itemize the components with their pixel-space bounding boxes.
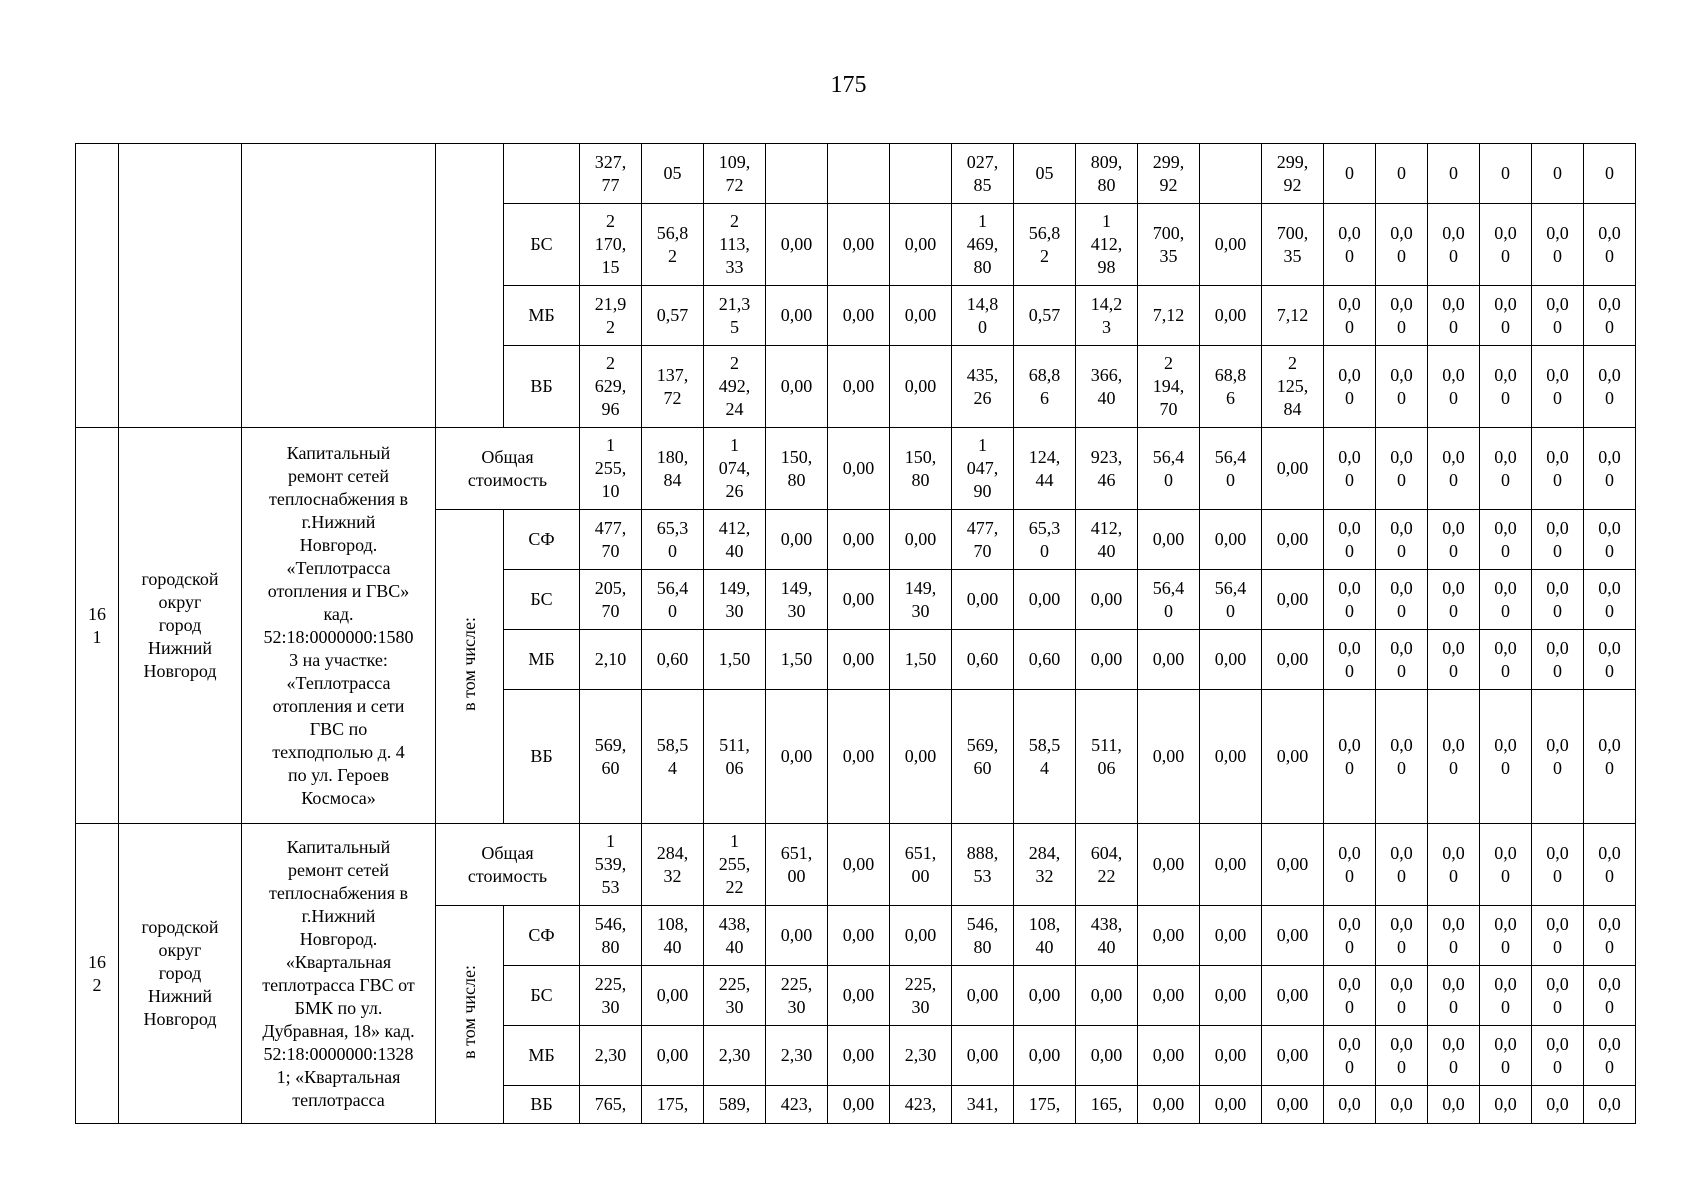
object-name-cell [242, 144, 436, 428]
value-cell: 0,0 0 [1324, 286, 1376, 346]
value-cell: 0,0 0 [1428, 428, 1480, 510]
item-number-cell [76, 144, 119, 428]
value-cell: 1 539, 53 [580, 824, 642, 906]
value-cell: 477, 70 [580, 510, 642, 570]
value-cell: 0,0 0 [1584, 204, 1636, 286]
value-cell: 0,0 0 [1376, 630, 1428, 690]
value-cell: 435, 26 [952, 346, 1014, 428]
source-label: МБ [504, 286, 580, 346]
value-cell: 0,00 [1138, 510, 1200, 570]
value-cell: 56,4 0 [1200, 428, 1262, 510]
value-cell: 225, 30 [580, 966, 642, 1026]
value-cell: 0,00 [828, 286, 890, 346]
value-cell: 0,00 [1262, 966, 1324, 1026]
value-cell: 0,0 0 [1584, 824, 1636, 906]
value-cell: 0,0 0 [1324, 966, 1376, 1026]
value-cell: 0,00 [1076, 1026, 1138, 1086]
value-cell: 412, 40 [1076, 510, 1138, 570]
value-cell: 0,00 [766, 690, 828, 824]
value-cell: 0,0 0 [1584, 630, 1636, 690]
value-cell: 0,00 [952, 1026, 1014, 1086]
value-cell: 0,00 [890, 346, 952, 428]
value-cell: 2,30 [766, 1026, 828, 1086]
value-cell: 21,9 2 [580, 286, 642, 346]
value-cell: 0,00 [1138, 630, 1200, 690]
value-cell: 0,00 [1076, 966, 1138, 1026]
value-cell: 108, 40 [642, 906, 704, 966]
value-cell: 341, [952, 1086, 1014, 1124]
value-cell: 1,50 [890, 630, 952, 690]
value-cell: 299, 92 [1262, 144, 1324, 204]
value-cell: 0,00 [1200, 966, 1262, 1026]
value-cell: 0,0 0 [1324, 1026, 1376, 1086]
table-row [76, 428, 1636, 510]
item-number: 16 1 [76, 428, 119, 824]
value-cell: 0 [1428, 144, 1480, 204]
source-label: СФ [504, 906, 580, 966]
value-cell: 0,0 0 [1480, 570, 1532, 630]
including-label: в том числе: [459, 616, 479, 711]
value-cell: 2,30 [704, 1026, 766, 1086]
including-label: в том числе: [459, 964, 479, 1059]
value-cell: 0,0 0 [1324, 906, 1376, 966]
value-cell: 546, 80 [580, 906, 642, 966]
including-cell [436, 144, 504, 428]
value-cell: 0,0 0 [1584, 690, 1636, 824]
value-cell: 150, 80 [766, 428, 828, 510]
value-cell: 0,00 [828, 1086, 890, 1124]
value-cell: 65,3 0 [1014, 510, 1076, 570]
value-cell: 0 [1324, 144, 1376, 204]
value-cell: 1 074, 26 [704, 428, 766, 510]
value-cell: 0,00 [766, 204, 828, 286]
value-cell: 0,00 [1262, 630, 1324, 690]
value-cell: 0,0 0 [1584, 570, 1636, 630]
value-cell: 0,0 0 [1480, 906, 1532, 966]
item-number: 16 2 [76, 824, 119, 1124]
value-cell [766, 144, 828, 204]
municipality: городской округ город Нижний Новгород [119, 428, 242, 824]
value-cell: 56,8 2 [642, 204, 704, 286]
value-cell: 56,4 0 [1200, 570, 1262, 630]
source-label: БС [504, 570, 580, 630]
value-cell: 109, 72 [704, 144, 766, 204]
value-cell: 0 [1584, 144, 1636, 204]
value-cell: 0,00 [828, 510, 890, 570]
value-cell: 0,0 0 [1532, 690, 1584, 824]
table-row [76, 144, 1636, 204]
value-cell: 0,60 [1014, 630, 1076, 690]
value-cell: 0,0 0 [1324, 346, 1376, 428]
value-cell: 2 492, 24 [704, 346, 766, 428]
value-cell: 0,0 0 [1532, 966, 1584, 1026]
value-cell: 0,00 [1076, 570, 1138, 630]
value-cell: 0,00 [1262, 570, 1324, 630]
value-cell: 0,00 [766, 906, 828, 966]
value-cell [828, 144, 890, 204]
value-cell: 0,00 [1200, 510, 1262, 570]
source-label: ВБ [504, 1086, 580, 1124]
value-cell: 765, [580, 1086, 642, 1124]
value-cell: 0,00 [1262, 690, 1324, 824]
value-cell: 0,0 0 [1376, 204, 1428, 286]
value-cell: 0,0 0 [1480, 690, 1532, 824]
value-cell: 0,00 [1200, 286, 1262, 346]
value-cell: 0,0 0 [1584, 346, 1636, 428]
value-cell: 68,8 6 [1200, 346, 1262, 428]
value-cell: 149, 30 [704, 570, 766, 630]
value-cell: 0,0 0 [1584, 428, 1636, 510]
value-cell: 0,00 [1014, 966, 1076, 1026]
value-cell: 0,0 0 [1324, 824, 1376, 906]
value-cell: 0,00 [828, 630, 890, 690]
value-cell: 0,0 0 [1324, 570, 1376, 630]
value-cell: 0,60 [642, 630, 704, 690]
source-label [504, 144, 580, 204]
value-cell: 05 [1014, 144, 1076, 204]
value-cell: 0,00 [1138, 690, 1200, 824]
value-cell: 0,00 [890, 690, 952, 824]
value-cell: 58,5 4 [642, 690, 704, 824]
value-cell: 284, 32 [642, 824, 704, 906]
value-cell: 0,00 [1200, 1086, 1262, 1124]
value-cell: 0,0 0 [1376, 824, 1428, 906]
value-cell: 0,0 0 [1376, 510, 1428, 570]
value-cell: 0,0 [1376, 1086, 1428, 1124]
value-cell: 0,0 0 [1532, 286, 1584, 346]
value-cell: 2 194, 70 [1138, 346, 1200, 428]
value-cell: 0,00 [1200, 630, 1262, 690]
value-cell: 149, 30 [766, 570, 828, 630]
source-label: БС [504, 966, 580, 1026]
value-cell: 0,00 [1200, 204, 1262, 286]
value-cell: 0,0 0 [1428, 570, 1480, 630]
value-cell: 0,00 [642, 966, 704, 1026]
value-cell: 412, 40 [704, 510, 766, 570]
value-cell: 0,0 0 [1532, 204, 1584, 286]
value-cell: 0,0 0 [1480, 346, 1532, 428]
value-cell: 0,0 0 [1428, 966, 1480, 1026]
value-cell: 0,00 [1200, 824, 1262, 906]
value-cell: 569, 60 [952, 690, 1014, 824]
value-cell: 108, 40 [1014, 906, 1076, 966]
value-cell: 0,00 [1262, 824, 1324, 906]
value-cell: 137, 72 [642, 346, 704, 428]
value-cell: 0,0 [1480, 1086, 1532, 1124]
value-cell: 7,12 [1262, 286, 1324, 346]
value-cell: 0,00 [1138, 1026, 1200, 1086]
value-cell: 225, 30 [704, 966, 766, 1026]
value-cell: 0,00 [890, 286, 952, 346]
value-cell: 438, 40 [704, 906, 766, 966]
value-cell: 0,0 0 [1376, 428, 1428, 510]
value-cell: 150, 80 [890, 428, 952, 510]
value-cell: 0,00 [1200, 906, 1262, 966]
value-cell: 2 170, 15 [580, 204, 642, 286]
value-cell: 0,0 0 [1428, 204, 1480, 286]
value-cell: 0,00 [766, 286, 828, 346]
value-cell: 284, 32 [1014, 824, 1076, 906]
value-cell: 0,0 0 [1532, 630, 1584, 690]
value-cell: 651, 00 [766, 824, 828, 906]
value-cell: 0,0 0 [1480, 204, 1532, 286]
value-cell: 0,00 [828, 346, 890, 428]
value-cell: 809, 80 [1076, 144, 1138, 204]
value-cell: 0 [1480, 144, 1532, 204]
value-cell: 0 [1376, 144, 1428, 204]
value-cell: 0,00 [1014, 1026, 1076, 1086]
value-cell: 0,0 0 [1324, 510, 1376, 570]
value-cell: 0,0 0 [1376, 286, 1428, 346]
value-cell: 589, [704, 1086, 766, 1124]
value-cell: 0,0 0 [1584, 1026, 1636, 1086]
value-cell: 56,4 0 [642, 570, 704, 630]
value-cell [1200, 144, 1262, 204]
value-cell: 0,0 0 [1584, 906, 1636, 966]
value-cell: 0,0 0 [1376, 966, 1428, 1026]
municipality-cell [119, 144, 242, 428]
value-cell: 21,3 5 [704, 286, 766, 346]
value-cell: 0,0 0 [1324, 630, 1376, 690]
value-cell: 0,00 [1262, 1086, 1324, 1124]
value-cell: 0,00 [642, 1026, 704, 1086]
value-cell: 0,0 0 [1376, 1026, 1428, 1086]
value-cell: 1,50 [766, 630, 828, 690]
value-cell: 511, 06 [704, 690, 766, 824]
value-cell: 0,0 0 [1584, 510, 1636, 570]
value-cell: 0,60 [952, 630, 1014, 690]
value-cell: 0,00 [1200, 690, 1262, 824]
value-cell: 027, 85 [952, 144, 1014, 204]
value-cell: 0,00 [766, 510, 828, 570]
table-row [76, 824, 1636, 906]
value-cell: 0,00 [828, 1026, 890, 1086]
value-cell: 0,0 0 [1376, 690, 1428, 824]
value-cell: 165, [1076, 1086, 1138, 1124]
value-cell: 2 629, 96 [580, 346, 642, 428]
value-cell: 0,0 [1428, 1086, 1480, 1124]
including-cell [436, 510, 504, 824]
value-cell: 68,8 6 [1014, 346, 1076, 428]
value-cell: 511, 06 [1076, 690, 1138, 824]
value-cell: 0,00 [890, 510, 952, 570]
value-cell: 2,30 [890, 1026, 952, 1086]
value-cell: 175, [642, 1086, 704, 1124]
value-cell: 0,00 [1138, 824, 1200, 906]
value-cell: 0,0 0 [1480, 428, 1532, 510]
value-cell: 0,0 0 [1428, 286, 1480, 346]
including-cell [436, 906, 504, 1124]
value-cell: 0,0 0 [1480, 966, 1532, 1026]
value-cell: 0,0 0 [1532, 906, 1584, 966]
value-cell: 0,00 [828, 204, 890, 286]
value-cell: 0,0 0 [1532, 428, 1584, 510]
value-cell: 569, 60 [580, 690, 642, 824]
value-cell: 2,10 [580, 630, 642, 690]
source-label: БС [504, 204, 580, 286]
value-cell: 0,00 [1138, 1086, 1200, 1124]
value-cell: 0,00 [890, 204, 952, 286]
value-cell: 327, 77 [580, 144, 642, 204]
object-name: Капитальный ремонт сетей теплоснабжения в г.Нижний Новгород. «Теплотрасса отопления и ГВС» кад. 52:18:0000000:1580 3 на участке: «Теплотрасса отопления и сети ГВС по техподполью д. 4 по ул. Героев Космоса» [242, 428, 436, 824]
source-label: МБ [504, 630, 580, 690]
value-cell: 0,57 [1014, 286, 1076, 346]
value-cell: 0,0 0 [1480, 510, 1532, 570]
value-cell: 0,00 [828, 966, 890, 1026]
value-cell: 0,00 [828, 824, 890, 906]
value-cell: 1 412, 98 [1076, 204, 1138, 286]
value-cell: 0,0 0 [1480, 286, 1532, 346]
value-cell: 0,0 0 [1324, 204, 1376, 286]
value-cell: 0,00 [1262, 510, 1324, 570]
value-cell: 888, 53 [952, 824, 1014, 906]
value-cell: 0,00 [766, 346, 828, 428]
value-cell: 2 113, 33 [704, 204, 766, 286]
value-cell: 423, [890, 1086, 952, 1124]
value-cell: 0,0 0 [1532, 1026, 1584, 1086]
value-cell: 0,57 [642, 286, 704, 346]
value-cell: 0,0 0 [1532, 824, 1584, 906]
value-cell: 0,0 0 [1428, 824, 1480, 906]
value-cell: 0,0 0 [1324, 428, 1376, 510]
value-cell: 175, [1014, 1086, 1076, 1124]
value-cell: 0,00 [1076, 630, 1138, 690]
value-cell: 923, 46 [1076, 428, 1138, 510]
source-label: ВБ [504, 346, 580, 428]
total-cost-label: Общая стоимость [436, 824, 580, 906]
value-cell: 205, 70 [580, 570, 642, 630]
total-cost-label: Общая стоимость [436, 428, 580, 510]
value-cell: 0,0 0 [1480, 1026, 1532, 1086]
value-cell: 651, 00 [890, 824, 952, 906]
value-cell: 438, 40 [1076, 906, 1138, 966]
municipality: городской округ город Нижний Новгород [119, 824, 242, 1124]
page-number: 175 [830, 72, 867, 98]
value-cell: 0,0 [1532, 1086, 1584, 1124]
value-cell: 149, 30 [890, 570, 952, 630]
value-cell: 0,00 [828, 428, 890, 510]
value-cell: 14,2 3 [1076, 286, 1138, 346]
value-cell: 299, 92 [1138, 144, 1200, 204]
value-cell: 0,0 [1584, 1086, 1636, 1124]
value-cell: 180, 84 [642, 428, 704, 510]
value-cell: 0,00 [952, 966, 1014, 1026]
value-cell: 05 [642, 144, 704, 204]
value-cell: 0,00 [1138, 906, 1200, 966]
value-cell: 0,00 [1262, 428, 1324, 510]
financing-table [75, 143, 1636, 1124]
value-cell: 0,00 [828, 690, 890, 824]
value-cell: 2 125, 84 [1262, 346, 1324, 428]
value-cell: 0,0 0 [1532, 510, 1584, 570]
value-cell: 0,00 [1200, 1026, 1262, 1086]
value-cell: 0,0 [1324, 1086, 1376, 1124]
value-cell: 0,00 [952, 570, 1014, 630]
value-cell: 0,0 0 [1584, 286, 1636, 346]
value-cell: 0,0 0 [1324, 690, 1376, 824]
value-cell: 546, 80 [952, 906, 1014, 966]
source-label: МБ [504, 1026, 580, 1086]
value-cell: 225, 30 [766, 966, 828, 1026]
value-cell: 0,00 [1014, 570, 1076, 630]
value-cell: 0,0 0 [1532, 346, 1584, 428]
value-cell: 1,50 [704, 630, 766, 690]
value-cell: 423, [766, 1086, 828, 1124]
value-cell: 0,00 [828, 570, 890, 630]
value-cell: 56,8 2 [1014, 204, 1076, 286]
value-cell: 0,00 [1262, 1026, 1324, 1086]
value-cell [890, 144, 952, 204]
value-cell: 0,0 0 [1428, 630, 1480, 690]
value-cell: 7,12 [1138, 286, 1200, 346]
value-cell: 0,0 0 [1532, 570, 1584, 630]
value-cell: 1 255, 10 [580, 428, 642, 510]
value-cell: 0,0 0 [1376, 906, 1428, 966]
value-cell: 0,0 0 [1480, 630, 1532, 690]
source-label: СФ [504, 510, 580, 570]
value-cell: 56,4 0 [1138, 428, 1200, 510]
value-cell: 0,0 0 [1480, 824, 1532, 906]
value-cell: 0,0 0 [1428, 690, 1480, 824]
value-cell: 65,3 0 [642, 510, 704, 570]
value-cell: 1 255, 22 [704, 824, 766, 906]
value-cell: 14,8 0 [952, 286, 1014, 346]
value-cell: 0,00 [1262, 906, 1324, 966]
source-label: ВБ [504, 690, 580, 824]
value-cell: 0,00 [828, 906, 890, 966]
value-cell: 0,0 0 [1376, 346, 1428, 428]
value-cell: 0,0 0 [1428, 906, 1480, 966]
value-cell: 700, 35 [1262, 204, 1324, 286]
value-cell: 0,0 0 [1428, 346, 1480, 428]
object-name: Капитальный ремонт сетей теплоснабжения в г.Нижний Новгород. «Квартальная теплотрасса ГВС от БМК по ул. Дубравная, 18» кад. 52:18:0000000:1328 1; «Квартальная теплотрасса [242, 824, 436, 1124]
value-cell: 0,0 0 [1428, 510, 1480, 570]
value-cell: 58,5 4 [1014, 690, 1076, 824]
value-cell: 225, 30 [890, 966, 952, 1026]
value-cell: 1 047, 90 [952, 428, 1014, 510]
value-cell: 124, 44 [1014, 428, 1076, 510]
value-cell: 477, 70 [952, 510, 1014, 570]
value-cell: 1 469, 80 [952, 204, 1014, 286]
value-cell: 0,0 0 [1428, 1026, 1480, 1086]
value-cell: 2,30 [580, 1026, 642, 1086]
value-cell: 366, 40 [1076, 346, 1138, 428]
value-cell: 0,0 0 [1584, 966, 1636, 1026]
value-cell: 56,4 0 [1138, 570, 1200, 630]
value-cell: 604, 22 [1076, 824, 1138, 906]
value-cell: 0,00 [1138, 966, 1200, 1026]
value-cell: 0 [1532, 144, 1584, 204]
value-cell: 0,0 0 [1376, 570, 1428, 630]
value-cell: 0,00 [890, 906, 952, 966]
value-cell: 700, 35 [1138, 204, 1200, 286]
